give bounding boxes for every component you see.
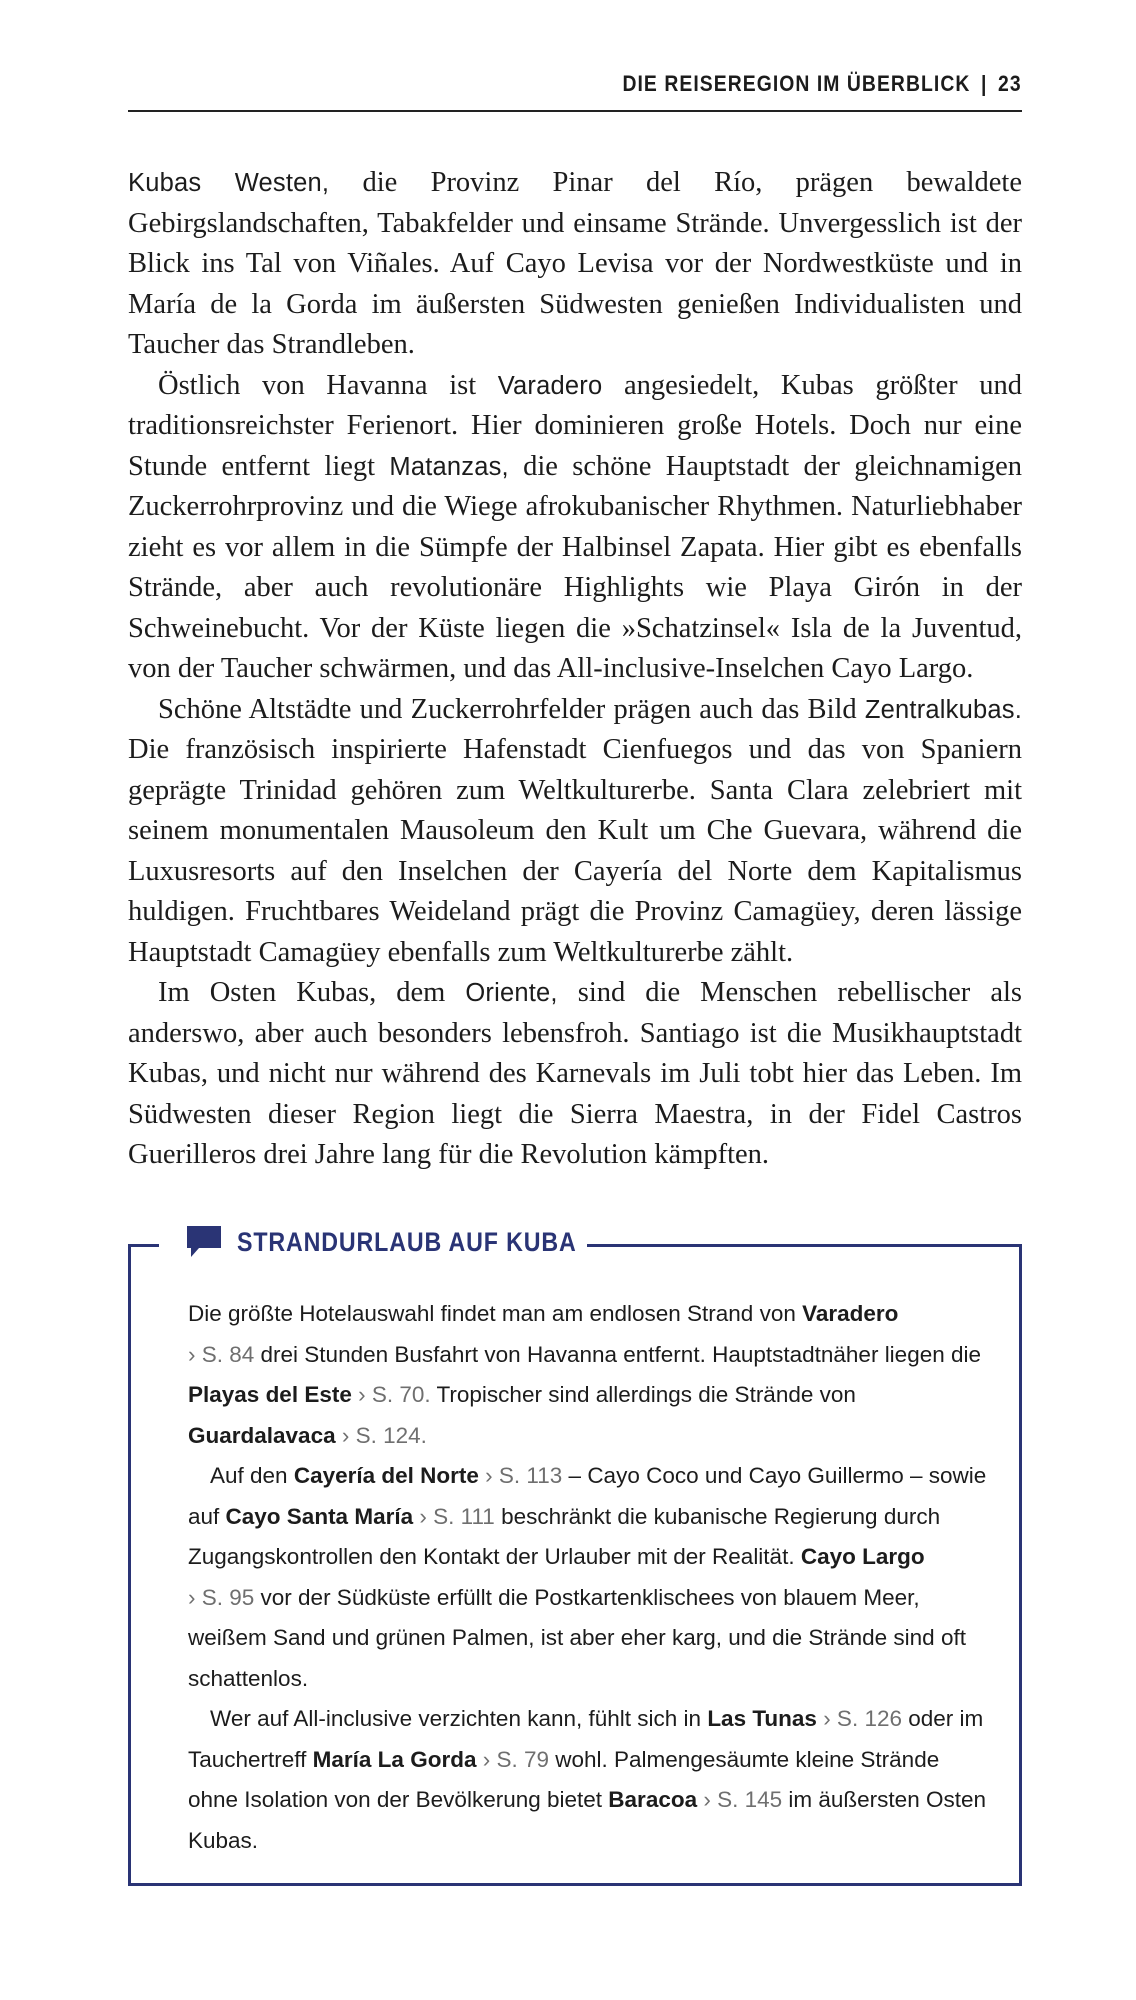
place-maria-la-gorda: María La Gorda [312, 1746, 477, 1772]
place-baracoa: Baracoa [608, 1787, 698, 1812]
place-cayo-largo: Cayo Largo [800, 1544, 925, 1569]
paragraph-text: Schöne Altstädte und Zuckerrohrfelder prägen auch das Bild [158, 693, 865, 725]
page-ref-70: › S. 70. [351, 1382, 431, 1407]
paragraph-west [128, 163, 1022, 366]
paragraph-text: die schöne Hauptstadt der gleichnamigen Zuckerrohrprovinz und die Wiege afrokubanischer Rhythmen. Naturliebhaber zieht es vor allem in die Sümpfe der Halbinsel Zapata. Hier gibt es ebenfalls Strände, aber auch revolutionäre Highlights wie Playa Girón in der Schweinebucht. Vor der Küste liegen die »Schatzinsel« Isla de la Juventud, von der Taucher schwärmen, und das All-inclusive-Inselchen Cayo Largo. [128, 450, 1022, 684]
text: vor der Südküste erfüllt die Postkartenklischees von blauem Meer, weißem Sand und grünen Palmen, ist aber eher karg, und die Strände sind oft schattenlos. [188, 1584, 966, 1691]
paragraph-text: Östlich von Havanna ist [158, 369, 498, 401]
page-ref-84: › S. 84 [188, 1341, 255, 1367]
page-ref-113: › S. 113 [478, 1463, 563, 1488]
keyword-oriente: Oriente, [465, 979, 558, 1007]
text: Wer auf All-inclusive verzichten kann, fühlt sich in [210, 1706, 708, 1731]
text: drei Stunden Busfahrt von Havanna entfernt. Hauptstadtnäher liegen die [254, 1341, 982, 1367]
paragraph-varadero [128, 366, 1022, 690]
page-ref-95: › S. 95 [188, 1584, 255, 1610]
header-separator: | [981, 71, 988, 96]
place-guardalavaca: Guardalavaca [188, 1422, 336, 1448]
speech-bubble-icon [185, 1224, 223, 1260]
keyword-kubas-westen: Kubas Westen, [128, 169, 330, 197]
place-cayeria-del-norte: Cayería del Norte [293, 1463, 479, 1488]
place-varadero: Varadero [802, 1301, 899, 1326]
paragraph-text: sind die Menschen rebellischer als anderswo, aber auch besonders lebensfroh. Santiago ist die Musikhauptstadt Kubas, und nicht nur während des Karnevals im Juli tobt hier das Leben. Im Südwesten dieser Region liegt die Sierra Maestra, in der Fidel Castros Guerilleros drei Jahre lang für die Revolution kämpften. [128, 977, 1022, 1170]
keyword-zentralkubas: Zentralkubas. [864, 695, 1022, 724]
infobox-paragraph-2 [188, 1456, 988, 1699]
infobox-body [188, 1294, 988, 1861]
page-ref-79: › S. 79 [476, 1746, 549, 1772]
place-las-tunas: Las Tunas [707, 1706, 817, 1731]
infobox-border-top-left [128, 1244, 159, 1247]
section-title: DIE REISEREGION IM ÜBERBLICK [622, 71, 971, 96]
paragraph-text: Im Osten Kubas, dem [158, 977, 466, 1008]
page-ref-111: › S. 111 [413, 1503, 495, 1529]
paragraph-zentralkuba [128, 690, 1022, 974]
page-number: 23 [998, 71, 1022, 96]
running-header [128, 66, 1022, 112]
infobox-paragraph-3 [188, 1699, 988, 1861]
keyword-matanzas: Matanzas, [389, 452, 509, 481]
infobox-paragraph-1 [188, 1294, 988, 1456]
page-ref-145: › S. 145 [697, 1787, 783, 1812]
place-cayo-santa-maria: Cayo Santa María [225, 1503, 414, 1529]
infobox-title [185, 1224, 632, 1260]
infobox-title-text: STRANDURLAUB AUF KUBA [237, 1226, 577, 1257]
text: wohl. Palmengesäumte kleine Strände ohne Isolation von der Bevölkerung bietet [188, 1746, 940, 1812]
body-text [128, 163, 1022, 1176]
paragraph-text: die Provinz Pinar del Río, prägen bewaldete Gebirgslandschaften, Tabakfelder und einsame Strände. Unvergesslich ist der Blick ins Tal von Viñales. Auf Cayo Levisa vor der Nordwestküste und in María de la Gorda im äußersten Südwesten genießen Individualisten und Taucher das Strandleben. [128, 167, 1022, 360]
paragraph-oriente [128, 973, 1022, 1176]
text: beschränkt die kubanische Regierung durch Zugangskontrollen den Kontakt der Urlauber mit der Realität. [188, 1503, 941, 1569]
infobox-border-top-right [587, 1244, 1022, 1247]
text: oder im Tauchertreff [188, 1706, 984, 1772]
page-ref-124: › S. 124. [335, 1422, 427, 1448]
text: – Cayo Coco und Cayo Guillermo – sowie auf [188, 1463, 987, 1529]
keyword-varadero: Varadero [497, 371, 603, 400]
text: Tropischer sind allerdings die Strände von [430, 1382, 856, 1407]
text: Die größte Hotelauswahl findet man am endlosen Strand von [188, 1301, 803, 1326]
text: im äußersten Osten Kubas. [188, 1787, 986, 1853]
text: Auf den [210, 1463, 294, 1488]
place-playas-del-este: Playas del Este [188, 1382, 352, 1407]
header-line [623, 71, 1022, 97]
infobox-strandurlaub [128, 1226, 1022, 1886]
paragraph-text: Die französisch inspirierte Hafenstadt Cienfuegos und das von Spaniern geprägte Trinidad gehören zum Weltkulturerbe. Santa Clara zelebriert mit seinem monumentalen Mausoleum den Kult um Che Guevara, während die Luxusresorts auf den Inselchen der Cayería del Norte dem Kapitalismus huldigen. Fruchtbares Weideland prägt die Provinz Camagüey, deren lässige Hauptstadt Camagüey ebenfalls zum Weltkulturerbe zählt. [128, 734, 1022, 968]
paragraph-text: angesiedelt, Kubas größter und traditionsreichster Ferienort. Hier dominieren große Hotels. Doch nur eine Stunde entfernt liegt [128, 369, 1022, 482]
page-ref-126: › S. 126 [816, 1706, 902, 1731]
